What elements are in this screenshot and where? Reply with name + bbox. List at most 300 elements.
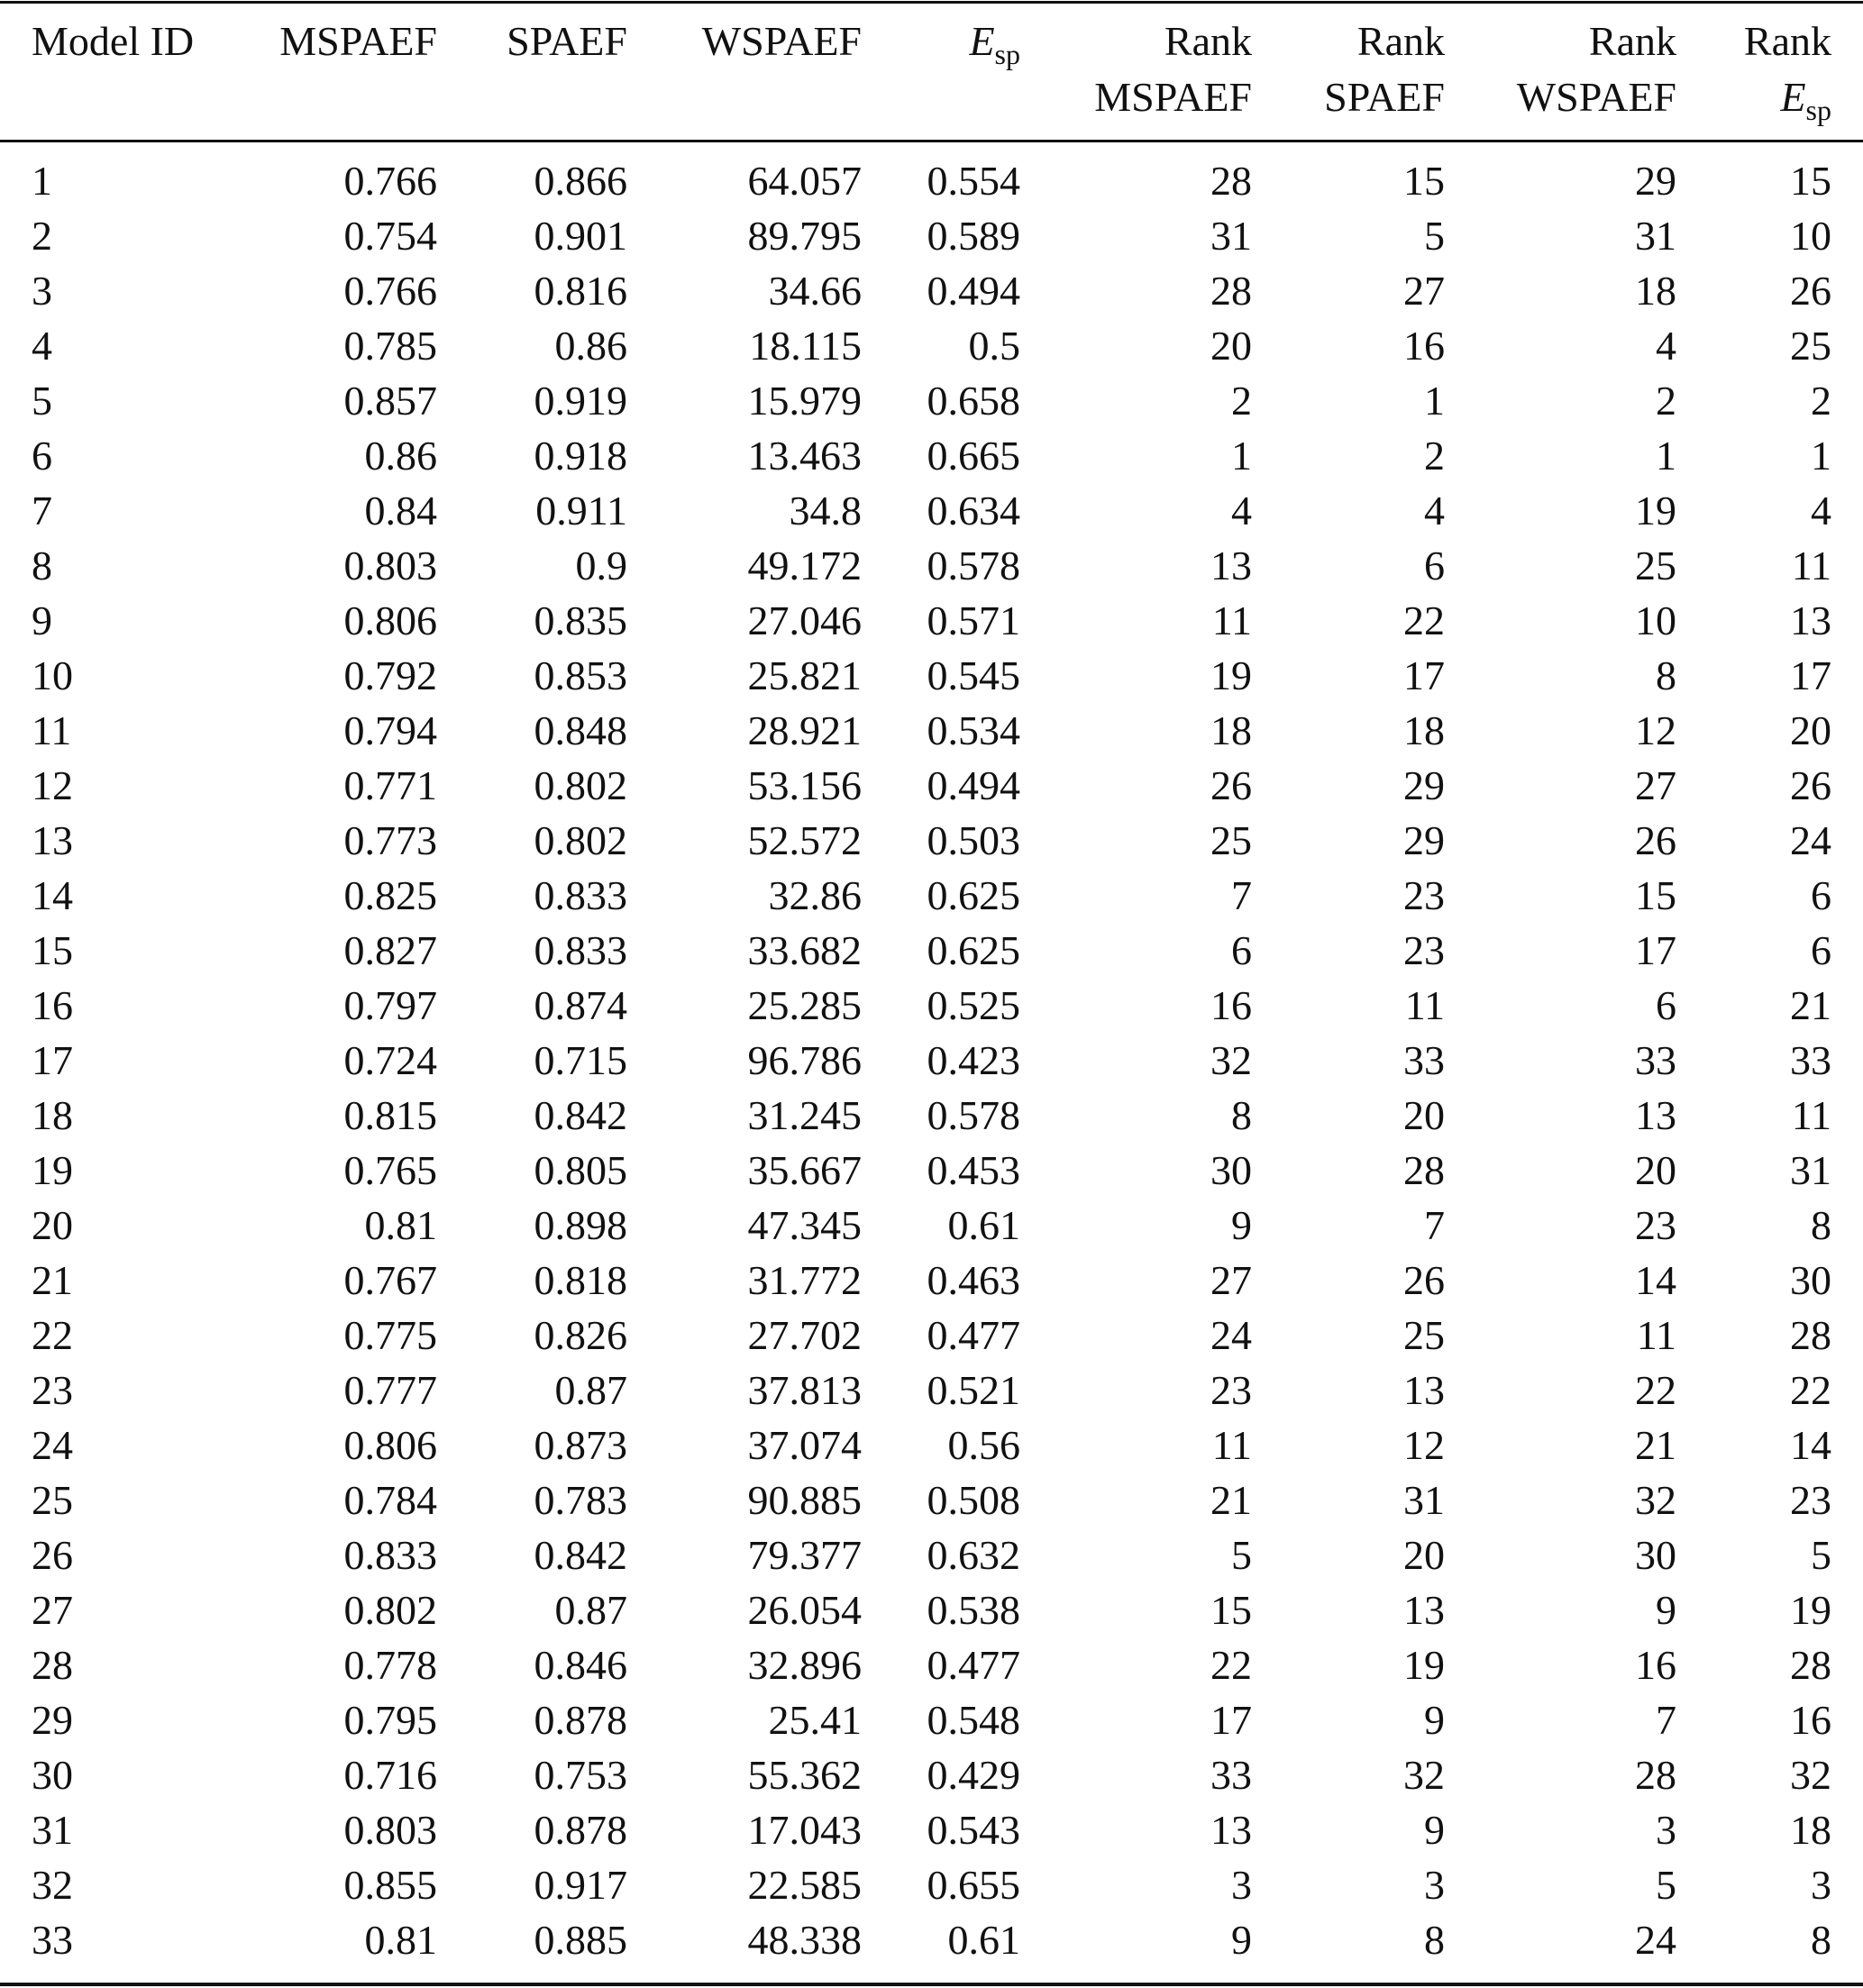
cell-rank-spaef: 18 [1403,707,1445,753]
header-rank-mspaef-line1: Rank [1164,18,1252,64]
cell-esp: 0.658 [927,378,1020,424]
cell-model-id: 19 [32,1147,73,1193]
cell-rank-wspaef: 22 [1635,1367,1676,1413]
cell-rank-esp: 28 [1790,1642,1831,1688]
cell-mspaef: 0.795 [343,1697,437,1743]
cell-spaef: 0.86 [554,323,627,369]
cell-wspaef: 64.057 [747,158,862,204]
cell-rank-spaef: 27 [1403,268,1445,314]
cell-rank-spaef: 31 [1403,1477,1445,1523]
cell-wspaef: 89.795 [747,213,862,259]
cell-model-id: 17 [32,1037,73,1083]
cell-wspaef: 96.786 [747,1037,862,1083]
cell-model-id: 4 [32,323,52,369]
cell-spaef: 0.833 [534,927,627,973]
cell-wspaef: 25.285 [747,982,862,1028]
cell-mspaef: 0.833 [343,1532,437,1578]
cell-rank-wspaef: 24 [1635,1917,1676,1963]
cell-rank-wspaef: 23 [1635,1202,1676,1248]
cell-model-id: 24 [32,1422,73,1468]
cell-model-id: 16 [32,982,73,1028]
cell-model-id: 2 [32,213,52,259]
cell-rank-spaef: 20 [1403,1092,1445,1138]
cell-esp: 0.545 [927,652,1020,698]
cell-rank-esp: 1 [1811,433,1831,479]
cell-rank-esp: 26 [1790,268,1831,314]
top-rule [0,1,1863,4]
cell-model-id: 32 [32,1862,73,1908]
cell-esp: 0.625 [927,927,1020,973]
cell-model-id: 8 [32,543,52,588]
header-mspaef: MSPAEF [279,18,437,64]
cell-esp: 0.632 [927,1532,1020,1578]
cell-spaef: 0.878 [534,1697,627,1743]
cell-esp: 0.655 [927,1862,1020,1908]
cell-rank-mspaef: 3 [1231,1862,1252,1908]
cell-spaef: 0.885 [534,1917,627,1963]
cell-esp: 0.61 [947,1202,1020,1248]
cell-rank-mspaef: 7 [1231,872,1252,918]
cell-mspaef: 0.784 [343,1477,437,1523]
cell-mspaef: 0.766 [343,268,437,314]
cell-model-id: 11 [32,707,72,753]
cell-mspaef: 0.81 [364,1202,437,1248]
cell-wspaef: 49.172 [747,543,862,588]
cell-esp: 0.521 [927,1367,1020,1413]
cell-rank-esp: 11 [1791,1092,1831,1138]
cell-spaef: 0.866 [534,158,627,204]
cell-rank-mspaef: 9 [1231,1917,1252,1963]
cell-wspaef: 37.813 [747,1367,862,1413]
header-rank-spaef-line1: Rank [1356,18,1445,64]
header-rank-spaef-line2: SPAEF [1324,74,1445,120]
cell-mspaef: 0.857 [343,378,437,424]
cell-rank-mspaef: 33 [1210,1752,1252,1798]
cell-spaef: 0.783 [534,1477,627,1523]
cell-rank-mspaef: 5 [1231,1532,1252,1578]
cell-rank-esp: 26 [1790,762,1831,808]
cell-mspaef: 0.827 [343,927,437,973]
cell-esp: 0.429 [927,1752,1020,1798]
cell-rank-spaef: 15 [1403,158,1445,204]
cell-spaef: 0.826 [534,1312,627,1358]
cell-spaef: 0.715 [534,1037,627,1083]
cell-rank-wspaef: 20 [1635,1147,1676,1193]
cell-rank-spaef: 3 [1424,1862,1445,1908]
cell-model-id: 18 [32,1092,73,1138]
cell-spaef: 0.87 [554,1587,627,1633]
cell-wspaef: 13.463 [747,433,862,479]
cell-rank-esp: 8 [1811,1917,1831,1963]
cell-wspaef: 27.702 [747,1312,862,1358]
cell-rank-wspaef: 19 [1635,488,1676,533]
cell-model-id: 26 [32,1532,73,1578]
cell-rank-mspaef: 11 [1211,597,1252,643]
cell-rank-spaef: 28 [1403,1147,1445,1193]
cell-rank-mspaef: 28 [1210,158,1252,204]
cell-rank-wspaef: 28 [1635,1752,1676,1798]
cell-rank-esp: 19 [1790,1587,1831,1633]
cell-rank-wspaef: 21 [1635,1422,1676,1468]
cell-wspaef: 25.821 [747,652,862,698]
header-rank-wspaef-line2: WSPAEF [1516,74,1676,120]
cell-mspaef: 0.797 [343,982,437,1028]
cell-rank-esp: 17 [1790,652,1831,698]
cell-rank-spaef: 1 [1424,378,1445,424]
cell-rank-spaef: 17 [1403,652,1445,698]
cell-rank-wspaef: 6 [1656,982,1676,1028]
cell-mspaef: 0.773 [343,817,437,863]
cell-model-id: 30 [32,1752,73,1798]
cell-wspaef: 18.115 [749,323,862,369]
cell-rank-wspaef: 25 [1635,543,1676,588]
cell-rank-mspaef: 22 [1210,1642,1252,1688]
cell-mspaef: 0.767 [343,1257,437,1303]
cell-rank-esp: 6 [1811,872,1831,918]
header-rank-esp-line2 [1780,70,1831,124]
header-spaef: SPAEF [507,18,627,64]
cell-spaef: 0.9 [575,543,627,588]
cell-esp: 0.56 [947,1422,1020,1468]
cell-spaef: 0.848 [534,707,627,753]
cell-spaef: 0.898 [534,1202,627,1248]
cell-rank-esp: 2 [1811,378,1831,424]
cell-rank-esp: 16 [1790,1697,1831,1743]
cell-rank-spaef: 8 [1424,1917,1445,1963]
cell-spaef: 0.874 [534,982,627,1028]
cell-rank-spaef: 2 [1424,433,1445,479]
cell-mspaef: 0.815 [343,1092,437,1138]
cell-mspaef: 0.803 [343,543,437,588]
cell-wspaef: 35.667 [747,1147,862,1193]
cell-model-id: 28 [32,1642,73,1688]
cell-model-id: 21 [32,1257,73,1303]
cell-spaef: 0.753 [534,1752,627,1798]
cell-rank-wspaef: 12 [1635,707,1676,753]
cell-mspaef: 0.802 [343,1587,437,1633]
cell-mspaef: 0.803 [343,1807,437,1853]
cell-rank-wspaef: 7 [1656,1697,1676,1743]
cell-mspaef: 0.785 [343,323,437,369]
cell-rank-spaef: 4 [1424,488,1445,533]
cell-rank-spaef: 23 [1403,872,1445,918]
cell-esp: 0.589 [927,213,1020,259]
cell-rank-esp: 10 [1790,213,1831,259]
cell-rank-mspaef: 20 [1210,323,1252,369]
cell-rank-spaef: 22 [1403,597,1445,643]
cell-spaef: 0.835 [534,597,627,643]
cell-spaef: 0.846 [534,1642,627,1688]
cell-esp: 0.494 [927,762,1020,808]
cell-spaef: 0.842 [534,1092,627,1138]
cell-rank-wspaef: 13 [1635,1092,1676,1138]
cell-wspaef: 53.156 [747,762,862,808]
cell-esp: 0.571 [927,597,1020,643]
cell-rank-wspaef: 27 [1635,762,1676,808]
cell-rank-mspaef: 16 [1210,982,1252,1028]
cell-mspaef: 0.778 [343,1642,437,1688]
cell-rank-spaef: 9 [1424,1807,1445,1853]
cell-model-id: 1 [32,158,52,204]
cell-model-id: 23 [32,1367,73,1413]
cell-rank-spaef: 9 [1424,1697,1445,1743]
cell-rank-esp: 4 [1811,488,1831,533]
cell-rank-spaef: 29 [1403,762,1445,808]
cell-mspaef: 0.771 [343,762,437,808]
cell-rank-wspaef: 30 [1635,1532,1676,1578]
cell-model-id: 27 [32,1587,73,1633]
cell-rank-esp: 8 [1811,1202,1831,1248]
cell-wspaef: 15.979 [747,378,862,424]
cell-wspaef: 26.054 [747,1587,862,1633]
cell-model-id: 31 [32,1807,73,1853]
cell-rank-mspaef: 31 [1210,213,1252,259]
cell-rank-spaef: 20 [1403,1532,1445,1578]
cell-esp: 0.578 [927,1092,1020,1138]
cell-rank-wspaef: 15 [1635,872,1676,918]
cell-rank-wspaef: 16 [1635,1642,1676,1688]
cell-wspaef: 31.245 [747,1092,862,1138]
cell-rank-wspaef: 17 [1635,927,1676,973]
cell-mspaef: 0.806 [343,1422,437,1468]
cell-model-id: 6 [32,433,52,479]
cell-wspaef: 34.66 [768,268,862,314]
cell-wspaef: 17.043 [747,1807,862,1853]
cell-rank-mspaef: 25 [1210,817,1252,863]
cell-rank-esp: 25 [1790,323,1831,369]
cell-rank-mspaef: 27 [1210,1257,1252,1303]
cell-rank-esp: 20 [1790,707,1831,753]
cell-wspaef: 52.572 [747,817,862,863]
cell-rank-mspaef: 1 [1231,433,1252,479]
cell-rank-mspaef: 4 [1231,488,1252,533]
cell-model-id: 7 [32,488,52,533]
cell-mspaef: 0.716 [343,1752,437,1798]
cell-rank-mspaef: 13 [1210,543,1252,588]
header-rank-esp-line1: Rank [1743,18,1831,64]
cell-model-id: 9 [32,597,52,643]
cell-rank-esp: 5 [1811,1532,1831,1578]
cell-esp: 0.538 [927,1587,1020,1633]
cell-model-id: 13 [32,817,73,863]
cell-spaef: 0.911 [535,488,627,533]
cell-spaef: 0.878 [534,1807,627,1853]
cell-esp: 0.543 [927,1807,1020,1853]
cell-rank-mspaef: 24 [1210,1312,1252,1358]
cell-rank-esp: 24 [1790,817,1831,863]
cell-wspaef: 33.682 [747,927,862,973]
cell-rank-spaef: 11 [1404,982,1445,1028]
cell-mspaef: 0.81 [364,1917,437,1963]
cell-rank-wspaef: 18 [1635,268,1676,314]
cell-mspaef: 0.724 [343,1037,437,1083]
cell-wspaef: 22.585 [747,1862,862,1908]
cell-rank-esp: 28 [1790,1312,1831,1358]
cell-rank-mspaef: 26 [1210,762,1252,808]
cell-rank-wspaef: 9 [1656,1587,1676,1633]
cell-wspaef: 90.885 [747,1477,862,1523]
header-esp [969,14,1020,68]
cell-model-id: 10 [32,652,73,698]
cell-rank-mspaef: 32 [1210,1037,1252,1083]
cell-rank-wspaef: 8 [1656,652,1676,698]
cell-wspaef: 34.8 [789,488,862,533]
cell-spaef: 0.918 [534,433,627,479]
cell-rank-wspaef: 29 [1635,158,1676,204]
cell-rank-mspaef: 8 [1231,1092,1252,1138]
cell-model-id: 22 [32,1312,73,1358]
cell-rank-spaef: 26 [1403,1257,1445,1303]
cell-rank-mspaef: 2 [1231,378,1252,424]
cell-mspaef: 0.766 [343,158,437,204]
cell-mspaef: 0.86 [364,433,437,479]
cell-wspaef: 32.896 [747,1642,862,1688]
cell-rank-spaef: 29 [1403,817,1445,863]
esp-symbol: E [1780,74,1806,120]
header-rank-wspaef-line1: Rank [1588,18,1676,64]
cell-model-id: 5 [32,378,52,424]
cell-rank-mspaef: 11 [1211,1422,1252,1468]
cell-rank-esp: 13 [1790,597,1831,643]
header-rule [0,140,1863,142]
cell-rank-mspaef: 21 [1210,1477,1252,1523]
cell-rank-mspaef: 18 [1210,707,1252,753]
cell-model-id: 14 [32,872,73,918]
bottom-rule [0,1983,1863,1986]
cell-model-id: 25 [32,1477,73,1523]
header-wspaef: WSPAEF [701,18,862,64]
cell-rank-spaef: 7 [1424,1202,1445,1248]
cell-mspaef: 0.84 [364,488,437,533]
cell-rank-esp: 32 [1790,1752,1831,1798]
cell-wspaef: 28.921 [747,707,862,753]
esp-symbol: E [969,18,995,64]
cell-rank-spaef: 25 [1403,1312,1445,1358]
cell-esp: 0.548 [927,1697,1020,1743]
cell-esp: 0.5 [968,323,1020,369]
cell-mspaef: 0.855 [343,1862,437,1908]
cell-rank-spaef: 33 [1403,1037,1445,1083]
cell-esp: 0.477 [927,1312,1020,1358]
cell-spaef: 0.853 [534,652,627,698]
cell-rank-wspaef: 5 [1656,1862,1676,1908]
cell-model-id: 20 [32,1202,73,1248]
cell-rank-esp: 23 [1790,1477,1831,1523]
cell-spaef: 0.818 [534,1257,627,1303]
cell-rank-wspaef: 11 [1636,1312,1676,1358]
cell-wspaef: 27.046 [747,597,862,643]
cell-rank-mspaef: 19 [1210,652,1252,698]
cell-spaef: 0.842 [534,1532,627,1578]
cell-esp: 0.665 [927,433,1020,479]
cell-rank-wspaef: 26 [1635,817,1676,863]
cell-rank-wspaef: 2 [1656,378,1676,424]
cell-rank-esp: 14 [1790,1422,1831,1468]
cell-rank-mspaef: 6 [1231,927,1252,973]
cell-rank-spaef: 12 [1403,1422,1445,1468]
cell-spaef: 0.901 [534,213,627,259]
cell-model-id: 33 [32,1917,73,1963]
cell-rank-esp: 21 [1790,982,1831,1028]
cell-esp: 0.508 [927,1477,1020,1523]
cell-rank-wspaef: 31 [1635,213,1676,259]
cell-spaef: 0.919 [534,378,627,424]
cell-spaef: 0.802 [534,762,627,808]
cell-mspaef: 0.825 [343,872,437,918]
cell-esp: 0.463 [927,1257,1020,1303]
cell-model-id: 3 [32,268,52,314]
cell-rank-wspaef: 3 [1656,1807,1676,1853]
cell-rank-wspaef: 1 [1656,433,1676,479]
cell-rank-mspaef: 9 [1231,1202,1252,1248]
cell-mspaef: 0.754 [343,213,437,259]
cell-spaef: 0.816 [534,268,627,314]
cell-mspaef: 0.777 [343,1367,437,1413]
cell-esp: 0.61 [947,1917,1020,1963]
cell-wspaef: 31.772 [747,1257,862,1303]
cell-model-id: 29 [32,1697,73,1743]
header-rank-mspaef-line2: MSPAEF [1094,74,1252,120]
cell-rank-wspaef: 33 [1635,1037,1676,1083]
cell-esp: 0.625 [927,872,1020,918]
cell-rank-esp: 31 [1790,1147,1831,1193]
cell-esp: 0.477 [927,1642,1020,1688]
cell-esp: 0.578 [927,543,1020,588]
cell-rank-spaef: 5 [1424,213,1445,259]
cell-rank-esp: 15 [1790,158,1831,204]
cell-rank-spaef: 32 [1403,1752,1445,1798]
cell-rank-mspaef: 15 [1210,1587,1252,1633]
cell-esp: 0.525 [927,982,1020,1028]
cell-esp: 0.634 [927,488,1020,533]
cell-wspaef: 47.345 [747,1202,862,1248]
cell-spaef: 0.917 [534,1862,627,1908]
cell-spaef: 0.805 [534,1147,627,1193]
cell-rank-spaef: 16 [1403,323,1445,369]
cell-esp: 0.534 [927,707,1020,753]
cell-rank-spaef: 13 [1403,1587,1445,1633]
cell-wspaef: 55.362 [747,1752,862,1798]
cell-spaef: 0.873 [534,1422,627,1468]
cell-model-id: 15 [32,927,73,973]
cell-esp: 0.554 [927,158,1020,204]
cell-mspaef: 0.806 [343,597,437,643]
cell-esp: 0.453 [927,1147,1020,1193]
cell-rank-wspaef: 10 [1635,597,1676,643]
cell-rank-wspaef: 32 [1635,1477,1676,1523]
cell-rank-spaef: 23 [1403,927,1445,973]
esp-subscript: sp [994,38,1020,70]
cell-rank-mspaef: 23 [1210,1367,1252,1413]
cell-wspaef: 79.377 [747,1532,862,1578]
cell-rank-mspaef: 30 [1210,1147,1252,1193]
cell-rank-esp: 30 [1790,1257,1831,1303]
cell-rank-wspaef: 4 [1656,323,1676,369]
cell-esp: 0.503 [927,817,1020,863]
cell-rank-spaef: 13 [1403,1367,1445,1413]
cell-mspaef: 0.765 [343,1147,437,1193]
cell-rank-wspaef: 14 [1635,1257,1676,1303]
cell-rank-esp: 3 [1811,1862,1831,1908]
cell-spaef: 0.87 [554,1367,627,1413]
cell-rank-esp: 6 [1811,927,1831,973]
cell-mspaef: 0.792 [343,652,437,698]
cell-rank-esp: 22 [1790,1367,1831,1413]
cell-model-id: 12 [32,762,73,808]
cell-rank-esp: 33 [1790,1037,1831,1083]
cell-esp: 0.423 [927,1037,1020,1083]
cell-mspaef: 0.794 [343,707,437,753]
